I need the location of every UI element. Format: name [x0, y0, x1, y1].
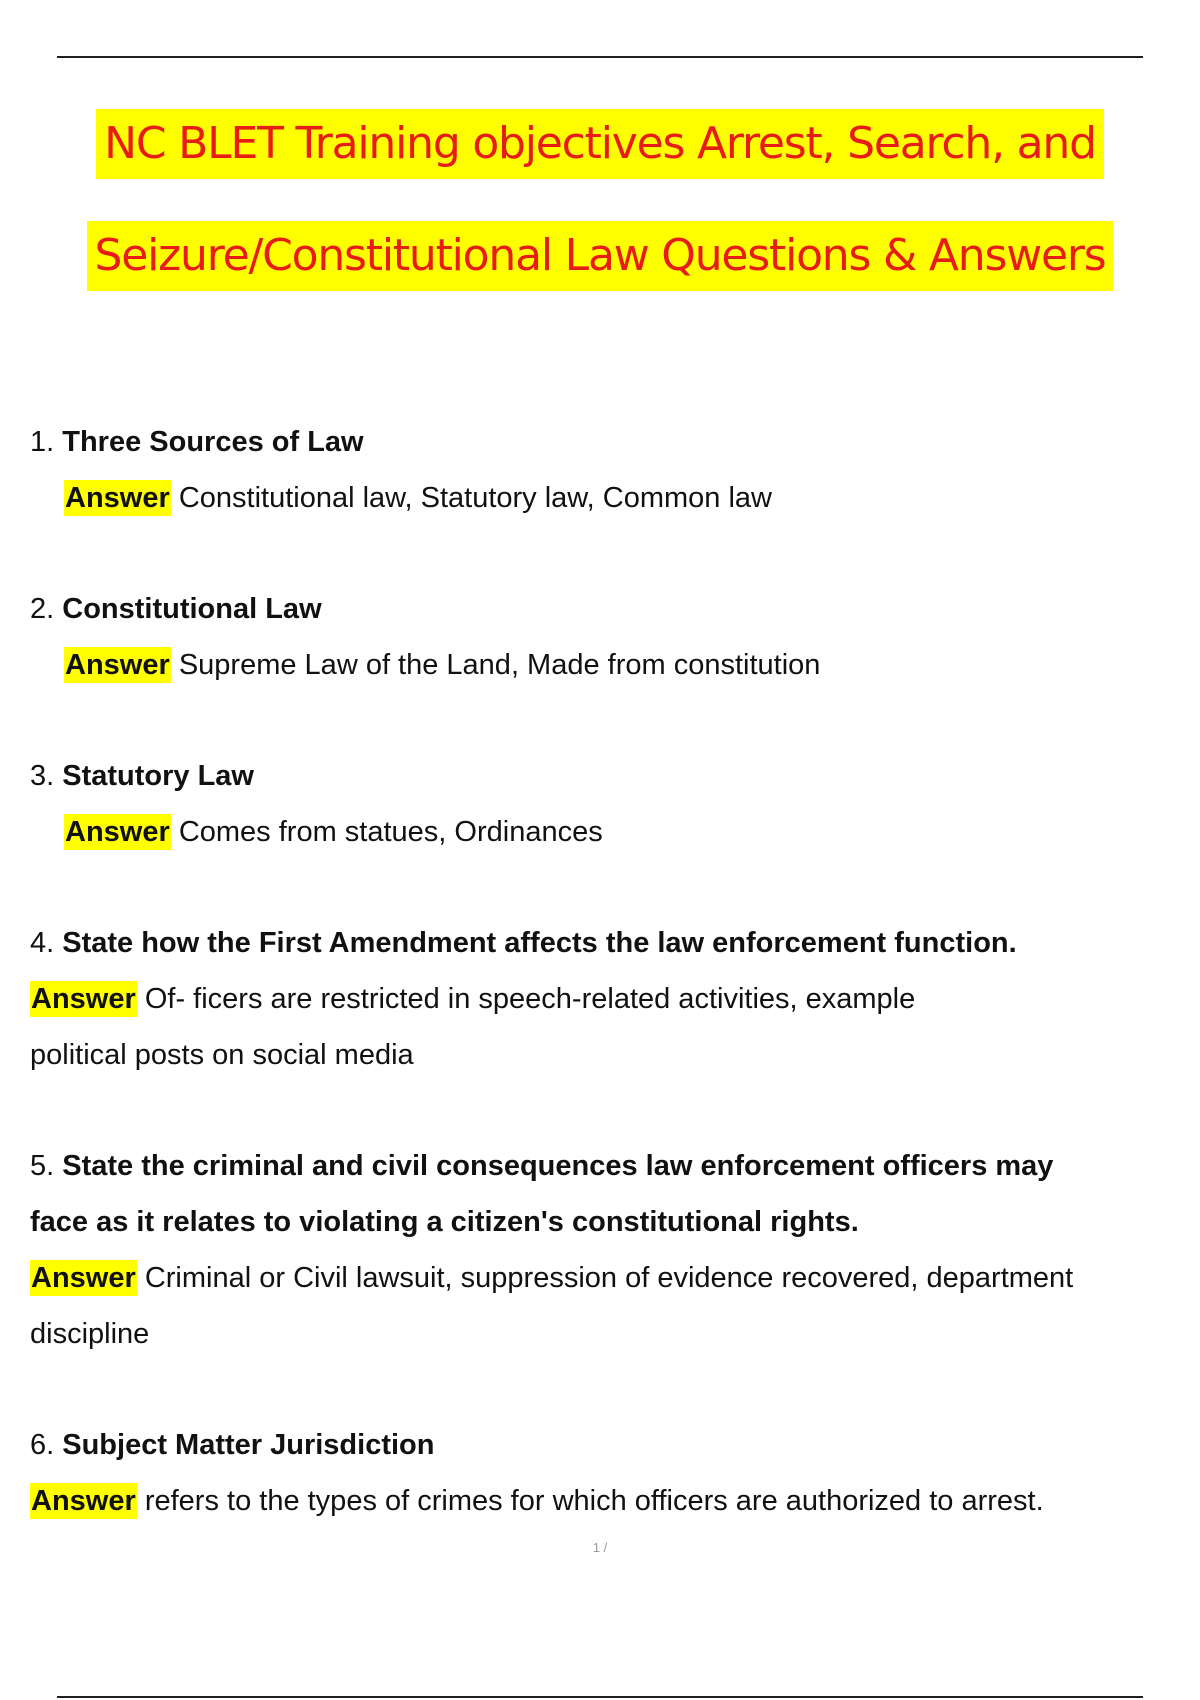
title-highlight-1: NC BLET Training objectives Arrest, Search, and — [96, 109, 1104, 179]
document-title-line-1 — [0, 109, 1200, 179]
qa-item-4 — [30, 915, 1190, 1083]
question-number: 3. — [30, 760, 55, 792]
question-text: State the criminal and civil consequences law enforcement officers may — [62, 1150, 1054, 1182]
answer-text: Comes from statues, Ordinances — [178, 816, 603, 848]
question-text: Three Sources of Law — [62, 426, 364, 458]
title-highlight-2: Seizure/Constitutional Law Questions & Answers — [87, 221, 1114, 291]
page-number: 1 / — [592, 1540, 608, 1555]
question-line — [30, 915, 1190, 971]
answer-line — [30, 804, 1190, 860]
question-number: 2. — [30, 593, 55, 625]
question-line — [30, 581, 1190, 637]
question-number: 6. — [30, 1429, 55, 1461]
answer-continuation — [30, 1306, 1190, 1362]
answer-text: Constitutional law, Statutory law, Common law — [178, 482, 772, 514]
question-continuation — [30, 1194, 1190, 1250]
answer-line — [30, 1250, 1190, 1306]
answer-text: Of- ficers are restricted in speech-related activities, example — [144, 983, 916, 1015]
question-text: Statutory Law — [62, 760, 254, 792]
answer-label: Answer — [65, 649, 170, 681]
qa-item-3 — [30, 748, 1190, 860]
question-line — [30, 1417, 1190, 1473]
qa-item-5 — [30, 1138, 1190, 1362]
answer-text-continued: political posts on social media — [30, 1039, 414, 1071]
answer-line — [30, 1473, 1190, 1529]
question-text: Constitutional Law — [62, 593, 322, 625]
answer-label: Answer — [31, 983, 136, 1015]
qa-item-6 — [30, 1417, 1190, 1529]
qa-item-1 — [30, 414, 1190, 526]
question-line — [30, 414, 1190, 470]
question-number: 1. — [30, 426, 55, 458]
answer-text-continued: discipline — [30, 1318, 150, 1350]
question-number: 5. — [30, 1150, 55, 1182]
answer-line — [30, 971, 1190, 1027]
question-line — [30, 748, 1190, 804]
answer-label: Answer — [65, 816, 170, 848]
answer-text: Criminal or Civil lawsuit, suppression of evidence recovered, department — [144, 1262, 1074, 1294]
answer-label: Answer — [31, 1262, 136, 1294]
document-title-line-2 — [0, 221, 1200, 291]
answer-continuation — [30, 1027, 1190, 1083]
answer-label: Answer — [31, 1485, 136, 1517]
bottom-rule — [57, 1696, 1143, 1698]
answer-label: Answer — [65, 482, 170, 514]
answer-line — [30, 470, 1190, 526]
question-text-continued: face as it relates to violating a citizen's constitutional rights. — [30, 1206, 859, 1238]
question-text: State how the First Amendment affects the law enforcement function. — [62, 927, 1017, 959]
answer-line — [30, 637, 1190, 693]
question-line — [30, 1138, 1190, 1194]
top-rule — [57, 56, 1143, 58]
question-text: Subject Matter Jurisdiction — [62, 1429, 435, 1461]
answer-text: Supreme Law of the Land, Made from constitution — [178, 649, 821, 681]
qa-item-2 — [30, 581, 1190, 693]
question-number: 4. — [30, 927, 55, 959]
answer-text: refers to the types of crimes for which officers are authorized to arrest. — [144, 1485, 1044, 1517]
